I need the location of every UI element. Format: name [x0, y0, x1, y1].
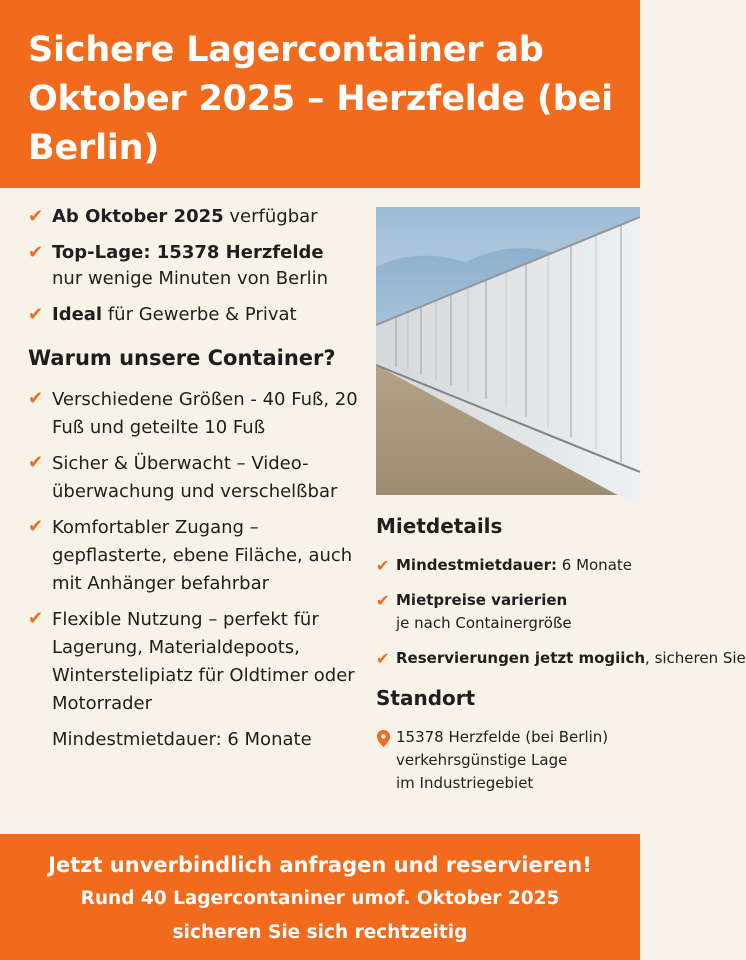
rent-text: je nach Containergröße — [396, 614, 572, 632]
page-title: Sichere Lagercontainer ab Oktober 2025 – Herzfelde (bei Berlin) — [28, 30, 613, 168]
why-item — [28, 450, 358, 506]
check-icon: ✔ — [28, 206, 44, 227]
feature-bold: Ab Oktober 2025 — [52, 206, 224, 227]
why-item — [28, 514, 358, 598]
check-icon: ✔ — [28, 516, 44, 537]
min-rent-note: Mindestmietdauer: 6 Monate — [52, 729, 312, 750]
feature-bold: Top-Lage: 15378 Herzfelde — [52, 242, 324, 263]
feature-text: verfügbar — [223, 206, 318, 227]
right-column — [376, 512, 746, 795]
rent-text: , sicheren Sie — [645, 649, 746, 667]
feature-bold: Ideal — [52, 304, 103, 325]
why-list — [28, 386, 358, 718]
location-list — [376, 726, 640, 795]
left-column — [28, 204, 358, 754]
feature-text: nur wenige Minuten von Berlin — [52, 268, 329, 289]
location-item — [376, 726, 640, 795]
footer-banner — [0, 834, 640, 960]
check-icon: ✔ — [28, 242, 44, 263]
why-text: Komfortabler Zugang – gepflasterte, ebene Filäche, auch mit Anhänger befahrbar — [52, 517, 353, 594]
container-photo-illustration — [376, 207, 640, 495]
rent-title: Mietdetails — [376, 514, 503, 538]
rent-list — [376, 554, 746, 670]
check-icon: ✔ — [28, 388, 44, 409]
footer-line: sicheren Sie sich rechtzeitig — [172, 922, 468, 943]
feature-item — [28, 240, 358, 292]
check-icon: ✔ — [28, 304, 44, 325]
location-title: Standort — [376, 686, 476, 710]
check-icon: ✔ — [376, 591, 390, 610]
location-line: 15378 Herzfelde (bei Berlin) — [396, 728, 609, 746]
rent-bold: Reservierungen jetzt mogiich — [396, 649, 646, 667]
rent-text: 6 Monate — [556, 556, 632, 574]
rent-item — [376, 647, 746, 670]
rent-bold: Mietpreise varierien — [396, 591, 568, 609]
location-line: verkehrsgünstige Lage — [396, 751, 568, 769]
map-pin-icon — [377, 730, 390, 754]
container-photo — [376, 207, 640, 495]
feature-list — [28, 204, 358, 328]
why-item — [28, 386, 358, 442]
location-line: im Industriegebiet — [396, 774, 534, 792]
rent-bold: Mindestmietdauer: — [396, 556, 557, 574]
why-title: Warum unsere Container? — [28, 346, 336, 370]
feature-text: für Gewerbe & Privat — [102, 304, 297, 325]
check-icon: ✔ — [28, 452, 44, 473]
why-text: Sicher & Überwacht – Video-überwachung und verschelßbar — [52, 453, 338, 502]
feature-item — [28, 302, 358, 328]
check-icon: ✔ — [376, 556, 390, 575]
cta-text: Jetzt unverbindlich anfragen und reservieren! — [48, 853, 592, 877]
check-icon: ✔ — [28, 608, 44, 629]
rent-item — [376, 554, 640, 577]
rent-item — [376, 589, 640, 635]
header-banner — [0, 0, 640, 188]
why-text: Flexible Nutzung – perfekt für Lagerung, Materialdepoots, Winterstelipiatz für Oldtimer oder Motorrader — [52, 609, 355, 714]
feature-item — [28, 204, 358, 230]
why-item — [28, 606, 358, 718]
why-text: Verschiedene Größen - 40 Fuß, 20 Fuß und geteilte 10 Fuß — [52, 389, 358, 438]
check-icon: ✔ — [376, 649, 390, 668]
footer-line: Rund 40 Lagercontaniner umof. Oktober 2025 — [80, 888, 560, 909]
